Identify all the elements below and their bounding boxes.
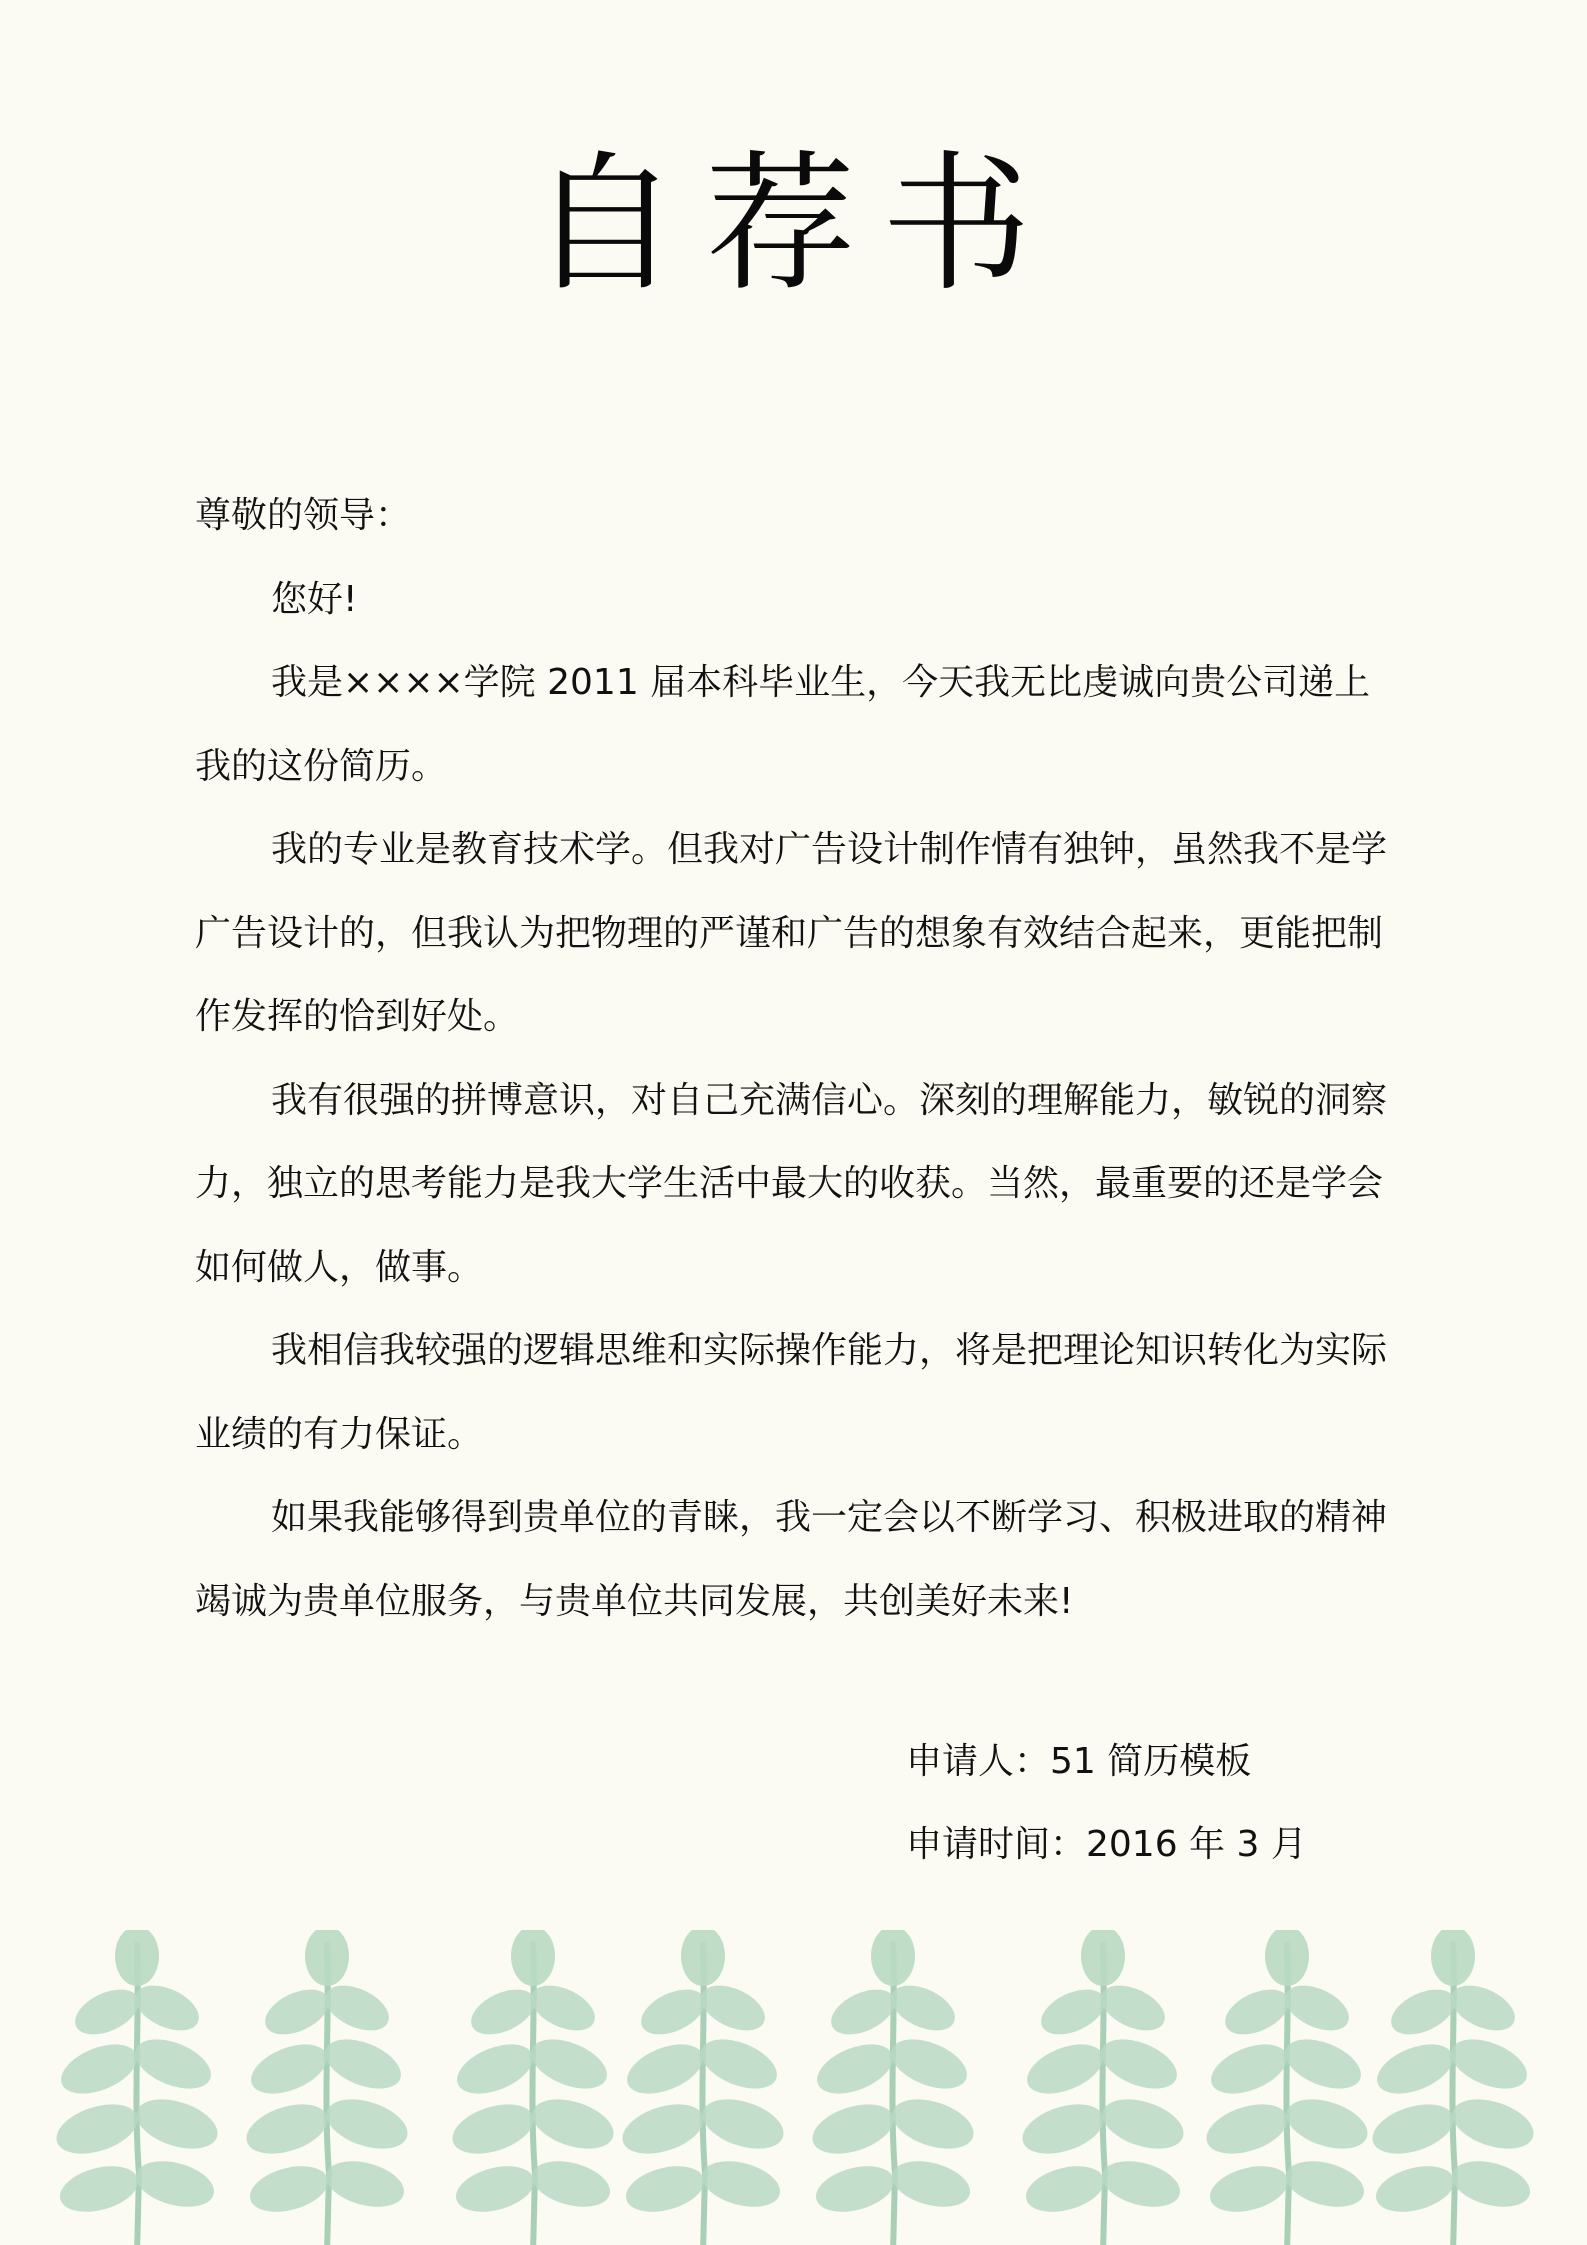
letter-body bbox=[195, 474, 1395, 1643]
leaf-branch-icon bbox=[1200, 1930, 1373, 2245]
application-date: 申请时间：2016 年 3 月 bbox=[906, 1824, 1307, 1865]
page-title: 自荐书 bbox=[529, 138, 1058, 312]
applicant-name: 申请人：51 简历模板 bbox=[906, 1741, 1252, 1782]
paragraph-ability: 我相信我较强的逻辑思维和实际操作能力，将是把理论知识转化为实际业绩的有力保证。 bbox=[195, 1330, 1388, 1455]
paragraph-closing: 如果我能够得到贵单位的青睐，我一定会以不断学习、积极进取的精神竭诚为贵单位服务，与贵单位共同发展，共创美好未来! bbox=[195, 1497, 1388, 1622]
leaf-decoration bbox=[0, 1930, 1587, 2245]
greeting: 您好! bbox=[271, 578, 358, 620]
leaf-branch-icon bbox=[806, 1930, 979, 2245]
leaf-branch-icon bbox=[1366, 1930, 1539, 2245]
leaf-branch-icon bbox=[446, 1930, 619, 2245]
paragraph-strengths: 我有很强的拼博意识，对自己充满信心。深刻的理解能力，敏锐的洞察力，独立的思考能力是我大学生活中最大的收获。当然，最重要的还是学会如何做人，做事。 bbox=[195, 1079, 1388, 1288]
paragraph-major: 我的专业是教育技术学。但我对广告设计制作情有独钟，虽然我不是学广告设计的，但我认为把物理的严谨和广告的想象有效结合起来，更能把制作发挥的恰到好处。 bbox=[195, 829, 1388, 1037]
paragraph-intro: 我是××××学院 2011 届本科毕业生，今天我无比虔诚向贵公司递上我的这份简历。 bbox=[195, 662, 1371, 787]
leaf-branch-icon bbox=[1016, 1930, 1189, 2245]
leaf-branch-icon bbox=[616, 1930, 789, 2245]
salutation: 尊敬的领导： bbox=[195, 495, 412, 536]
signature-block bbox=[906, 1720, 1546, 1886]
leaf-branch-icon bbox=[240, 1930, 413, 2245]
leaf-branch-icon bbox=[50, 1930, 223, 2245]
